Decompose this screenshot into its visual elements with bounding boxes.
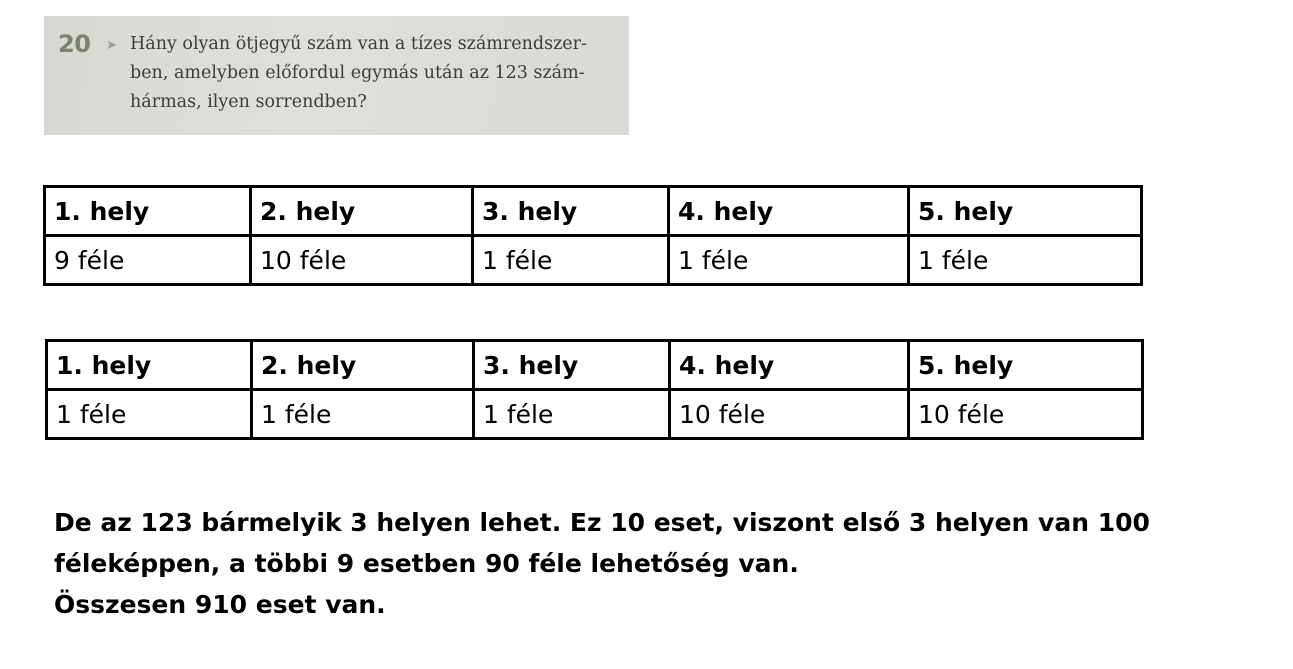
table-cell: 1 féle — [909, 236, 1142, 285]
solution-line: De az 123 bármelyik 3 helyen lehet. Ez 10 eset, viszont első 3 helyen van 100 — [54, 508, 1150, 537]
table-header-cell: 4. hely — [669, 187, 909, 236]
table-header-cell: 2. hely — [251, 187, 473, 236]
table-cell: 10 féle — [909, 390, 1143, 439]
place-table-first — [43, 185, 1143, 286]
table-header-cell: 1. hely — [45, 187, 251, 236]
problem-statement-image — [44, 16, 629, 135]
table-cell: 1 féle — [473, 236, 669, 285]
table-header-cell: 5. hely — [909, 187, 1142, 236]
table-header-cell: 5. hely — [909, 341, 1143, 390]
table-cell: 1 féle — [474, 390, 670, 439]
table-row — [45, 236, 1142, 285]
table-header-cell: 1. hely — [47, 341, 252, 390]
problem-line: Hány olyan ötjegyű szám van a tízes számrendszer- — [130, 34, 587, 54]
table-cell: 1 féle — [47, 390, 252, 439]
table-header-cell: 3. hely — [473, 187, 669, 236]
table-header-row — [45, 187, 1142, 236]
table-cell: 1 féle — [252, 390, 474, 439]
problem-number: 20 — [58, 30, 91, 58]
solution-line: féleképpen, a többi 9 esetben 90 féle lehetőség van. — [54, 549, 799, 578]
table-cell: 10 féle — [251, 236, 473, 285]
problem-line: ben, amelyben előfordul egymás után az 123 szám- — [130, 63, 585, 83]
table-header-cell: 4. hely — [670, 341, 909, 390]
solution-line: Összesen 910 eset van. — [54, 590, 386, 619]
table-header-cell: 2. hely — [252, 341, 474, 390]
table-row — [47, 390, 1143, 439]
problem-text — [130, 30, 620, 117]
table-cell: 9 féle — [45, 236, 251, 285]
problem-line: hármas, ilyen sorrendben? — [130, 92, 367, 112]
problem-marker-icon: ➤ — [106, 38, 117, 53]
table-cell: 10 féle — [670, 390, 909, 439]
solution-text — [54, 502, 1254, 625]
table-header-cell: 3. hely — [474, 341, 670, 390]
place-table-second — [45, 339, 1144, 440]
table-cell: 1 féle — [669, 236, 909, 285]
table-header-row — [47, 341, 1143, 390]
